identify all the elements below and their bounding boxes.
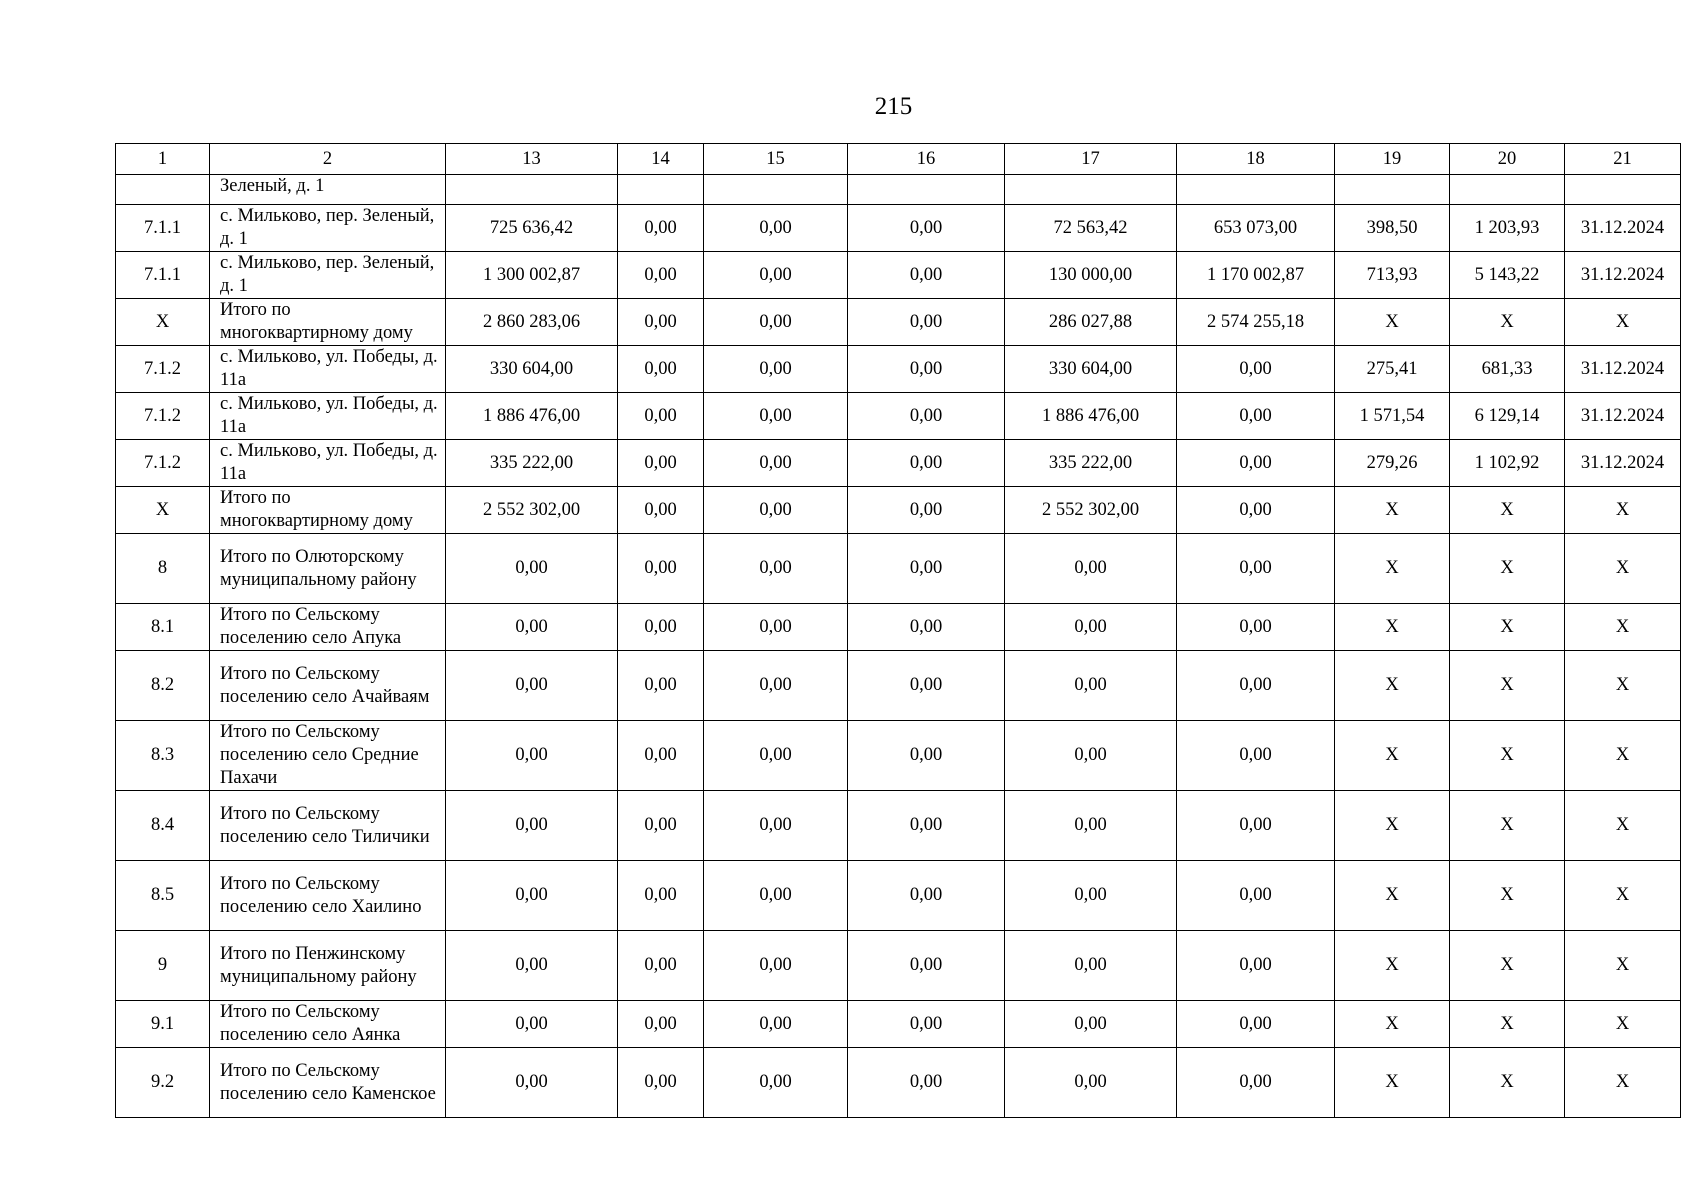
row-number-cell: 7.1.1 [116,205,210,252]
row-number-cell: 7.1.2 [116,393,210,440]
object-name-cell: Итого по Сельскому поселению село Средние Пахачи [210,721,446,791]
table-row [116,931,1681,1001]
table-cell: 0,00 [1177,346,1335,393]
table-cell: Х [1335,721,1450,791]
table-cell [446,175,618,205]
table-cell: 0,00 [704,487,848,534]
table-cell: 0,00 [446,651,618,721]
table-row [116,1048,1681,1118]
table-cell: Х [1565,861,1681,931]
table-cell: 0,00 [618,791,704,861]
table-row [116,604,1681,651]
table-cell [1005,175,1177,205]
table-cell: 0,00 [1005,534,1177,604]
table-cell: 31.12.2024 [1565,393,1681,440]
table-cell: 0,00 [446,534,618,604]
table-cell: Х [1565,604,1681,651]
row-number-cell: 8.5 [116,861,210,931]
table-cell: 0,00 [1005,931,1177,1001]
table-cell: 0,00 [704,651,848,721]
table-cell: Х [1450,861,1565,931]
table-cell: Х [1335,604,1450,651]
table-cell: 0,00 [848,487,1005,534]
table-cell: Х [1335,861,1450,931]
table-cell: 0,00 [618,252,704,299]
table-cell: 0,00 [704,252,848,299]
table-cell [704,175,848,205]
column-header: 19 [1335,144,1450,175]
table-cell: 1 886 476,00 [1005,393,1177,440]
table-cell: 1 571,54 [1335,393,1450,440]
table-row [116,205,1681,252]
table-cell: 0,00 [446,1001,618,1048]
table-cell: 0,00 [704,393,848,440]
table-cell: 0,00 [848,931,1005,1001]
table-row [116,1001,1681,1048]
object-name-cell: Итого по многоквартирному дому [210,299,446,346]
table-cell: Х [1450,604,1565,651]
table-cell: 0,00 [618,721,704,791]
table-cell: 0,00 [618,205,704,252]
table-cell: 31.12.2024 [1565,440,1681,487]
table-cell: 31.12.2024 [1565,346,1681,393]
table-cell: 0,00 [446,861,618,931]
object-name-cell: с. Мильково, ул. Победы, д. 11а [210,440,446,487]
table-cell: 0,00 [848,205,1005,252]
row-number-cell: 7.1.2 [116,440,210,487]
table-cell: 0,00 [704,721,848,791]
table-cell: 335 222,00 [1005,440,1177,487]
table-cell: Х [1450,651,1565,721]
object-name-cell: Итого по Пенжинскому муниципальному району [210,931,446,1001]
table-cell: 31.12.2024 [1565,205,1681,252]
table-cell [1177,175,1335,205]
column-header: 18 [1177,144,1335,175]
table-cell: 0,00 [446,931,618,1001]
table-row [116,487,1681,534]
table-cell: Х [1450,791,1565,861]
row-number-cell: Х [116,299,210,346]
object-name-cell: Итого по Сельскому поселению село Хаилино [210,861,446,931]
table-cell [1565,175,1681,205]
table-cell: 0,00 [704,346,848,393]
table-cell: 0,00 [704,205,848,252]
table-cell: 1 170 002,87 [1177,252,1335,299]
table-cell: 0,00 [848,440,1005,487]
row-number-cell: 8 [116,534,210,604]
table-cell: 398,50 [1335,205,1450,252]
object-name-cell: Итого по многоквартирному дому [210,487,446,534]
table-cell: 653 073,00 [1177,205,1335,252]
object-name-cell: Итого по Сельскому поселению село Апука [210,604,446,651]
column-header: 15 [704,144,848,175]
table-cell: 330 604,00 [446,346,618,393]
table-cell: Х [1565,1001,1681,1048]
table-cell: 0,00 [1177,393,1335,440]
table-cell: 0,00 [1005,1048,1177,1118]
table-cell: 0,00 [848,861,1005,931]
table-cell: Х [1335,791,1450,861]
table-cell: Х [1565,299,1681,346]
column-header: 13 [446,144,618,175]
table-cell: 0,00 [446,721,618,791]
table-cell: 0,00 [618,393,704,440]
table-cell: 0,00 [1177,604,1335,651]
row-number-cell: 8.1 [116,604,210,651]
table-cell: Х [1450,534,1565,604]
object-name-cell: Итого по Сельскому поселению село Аянка [210,1001,446,1048]
table-cell: 0,00 [618,1048,704,1118]
table-cell: 275,41 [1335,346,1450,393]
table-cell: 0,00 [618,534,704,604]
table-row [116,721,1681,791]
table-cell: Х [1335,534,1450,604]
column-header: 16 [848,144,1005,175]
column-header: 1 [116,144,210,175]
column-header: 14 [618,144,704,175]
table-cell: 0,00 [618,931,704,1001]
table-cell: Х [1450,487,1565,534]
table-cell: 0,00 [1177,931,1335,1001]
table-cell: 0,00 [1005,604,1177,651]
table-cell: 2 552 302,00 [1005,487,1177,534]
table-cell: 0,00 [1177,534,1335,604]
object-name-cell: Итого по Сельскому поселению село Тиличики [210,791,446,861]
object-name-cell: с. Мильково, пер. Зеленый, д. 1 [210,252,446,299]
table-cell: 0,00 [704,299,848,346]
table-cell: 713,93 [1335,252,1450,299]
table-cell: Х [1450,721,1565,791]
column-header: 20 [1450,144,1565,175]
table-cell: Х [1565,1048,1681,1118]
table-cell: 0,00 [1005,651,1177,721]
table-cell [848,175,1005,205]
table-cell: 0,00 [1177,1048,1335,1118]
table-row [116,346,1681,393]
row-number-cell: 9.2 [116,1048,210,1118]
table-row [116,252,1681,299]
table-cell: 0,00 [1177,651,1335,721]
table-cell: 0,00 [618,1001,704,1048]
table-cell: 0,00 [1177,1001,1335,1048]
column-header: 17 [1005,144,1177,175]
object-name-cell: Итого по Сельскому поселению село Каменское [210,1048,446,1118]
table-cell: 286 027,88 [1005,299,1177,346]
table-row [116,861,1681,931]
table-cell [1335,175,1450,205]
table-row [116,651,1681,721]
table-row [116,175,1681,205]
row-number-cell: 8.4 [116,791,210,861]
column-header: 2 [210,144,446,175]
table-cell: 0,00 [704,534,848,604]
table-cell: 2 860 283,06 [446,299,618,346]
table-cell: 0,00 [848,299,1005,346]
table-body [116,144,1681,1118]
object-name-cell: с. Мильково, ул. Победы, д. 11а [210,393,446,440]
table-cell: Х [1450,1048,1565,1118]
table-cell: Х [1335,299,1450,346]
object-name-cell: Зеленый, д. 1 [210,175,446,205]
table-cell: 330 604,00 [1005,346,1177,393]
table-cell: Х [1335,1048,1450,1118]
row-number-cell: 9 [116,931,210,1001]
table-cell: 0,00 [1177,440,1335,487]
table-cell: 0,00 [1005,1001,1177,1048]
table-row [116,791,1681,861]
object-name-cell: Итого по Олюторскому муниципальному району [210,534,446,604]
table-cell: Х [1450,931,1565,1001]
table-cell: 72 563,42 [1005,205,1177,252]
table-cell: Х [1335,1001,1450,1048]
table-cell: Х [1335,931,1450,1001]
table-cell: Х [1565,791,1681,861]
table-cell: 725 636,42 [446,205,618,252]
table-cell: Х [1450,1001,1565,1048]
row-number-cell: 7.1.1 [116,252,210,299]
column-header: 21 [1565,144,1681,175]
table-row [116,440,1681,487]
table-cell: 0,00 [848,721,1005,791]
table-row [116,534,1681,604]
table-cell: 0,00 [704,791,848,861]
object-name-cell: с. Мильково, пер. Зеленый, д. 1 [210,205,446,252]
table-cell: Х [1565,651,1681,721]
row-number-cell: 7.1.2 [116,346,210,393]
table-cell: Х [1565,721,1681,791]
table-cell: 0,00 [1177,791,1335,861]
table-cell: Х [1565,534,1681,604]
table-cell: 0,00 [618,604,704,651]
table-cell: 0,00 [848,346,1005,393]
table-cell: 0,00 [848,534,1005,604]
table-cell: 31.12.2024 [1565,252,1681,299]
table-cell: 1 886 476,00 [446,393,618,440]
table-cell: 0,00 [1005,791,1177,861]
table-cell: 0,00 [704,440,848,487]
table-cell [1450,175,1565,205]
table-cell: 0,00 [446,791,618,861]
table-cell: Х [1565,931,1681,1001]
table-cell: 130 000,00 [1005,252,1177,299]
table-cell: 0,00 [1005,861,1177,931]
page-number: 215 [874,93,913,120]
table-cell: 0,00 [446,604,618,651]
object-name-cell: с. Мильково, ул. Победы, д. 11а [210,346,446,393]
table-cell: 0,00 [1177,487,1335,534]
table-cell: 335 222,00 [446,440,618,487]
table-row [116,299,1681,346]
table-cell: 0,00 [618,861,704,931]
object-name-cell: Итого по Сельскому поселению село Ачайваям [210,651,446,721]
table-cell: 0,00 [848,651,1005,721]
table-cell: 0,00 [704,604,848,651]
table-cell: 0,00 [848,1048,1005,1118]
table-cell: 0,00 [848,604,1005,651]
row-number-cell [116,175,210,205]
table-cell: 681,33 [1450,346,1565,393]
table-cell: 2 574 255,18 [1177,299,1335,346]
header-row [116,144,1681,175]
table-cell [618,175,704,205]
table-cell: Х [1335,651,1450,721]
table-cell: 0,00 [848,393,1005,440]
table-cell: 0,00 [704,1001,848,1048]
table-cell: Х [1335,487,1450,534]
row-number-cell: Х [116,487,210,534]
table-cell: 0,00 [848,791,1005,861]
table-cell: 0,00 [704,1048,848,1118]
table-cell: 1 300 002,87 [446,252,618,299]
table-cell: 1 102,92 [1450,440,1565,487]
table-cell: 0,00 [618,651,704,721]
table-cell: 0,00 [1177,861,1335,931]
table-cell: 279,26 [1335,440,1450,487]
row-number-cell: 9.1 [116,1001,210,1048]
table-cell: 0,00 [704,861,848,931]
table-cell: 0,00 [618,299,704,346]
data-table [115,143,1681,1118]
table-cell: 0,00 [704,931,848,1001]
table-cell: 0,00 [446,1048,618,1118]
row-number-cell: 8.3 [116,721,210,791]
table-cell: Х [1565,487,1681,534]
table-cell: 0,00 [1177,721,1335,791]
table-cell: 1 203,93 [1450,205,1565,252]
table-cell: 0,00 [618,346,704,393]
table-cell: Х [1450,299,1565,346]
table-cell: 0,00 [618,487,704,534]
table-cell: 0,00 [848,1001,1005,1048]
table-cell: 6 129,14 [1450,393,1565,440]
table-cell: 0,00 [618,440,704,487]
table-cell: 2 552 302,00 [446,487,618,534]
table-cell: 0,00 [848,252,1005,299]
table-cell: 5 143,22 [1450,252,1565,299]
row-number-cell: 8.2 [116,651,210,721]
table-cell: 0,00 [1005,721,1177,791]
table-row [116,393,1681,440]
